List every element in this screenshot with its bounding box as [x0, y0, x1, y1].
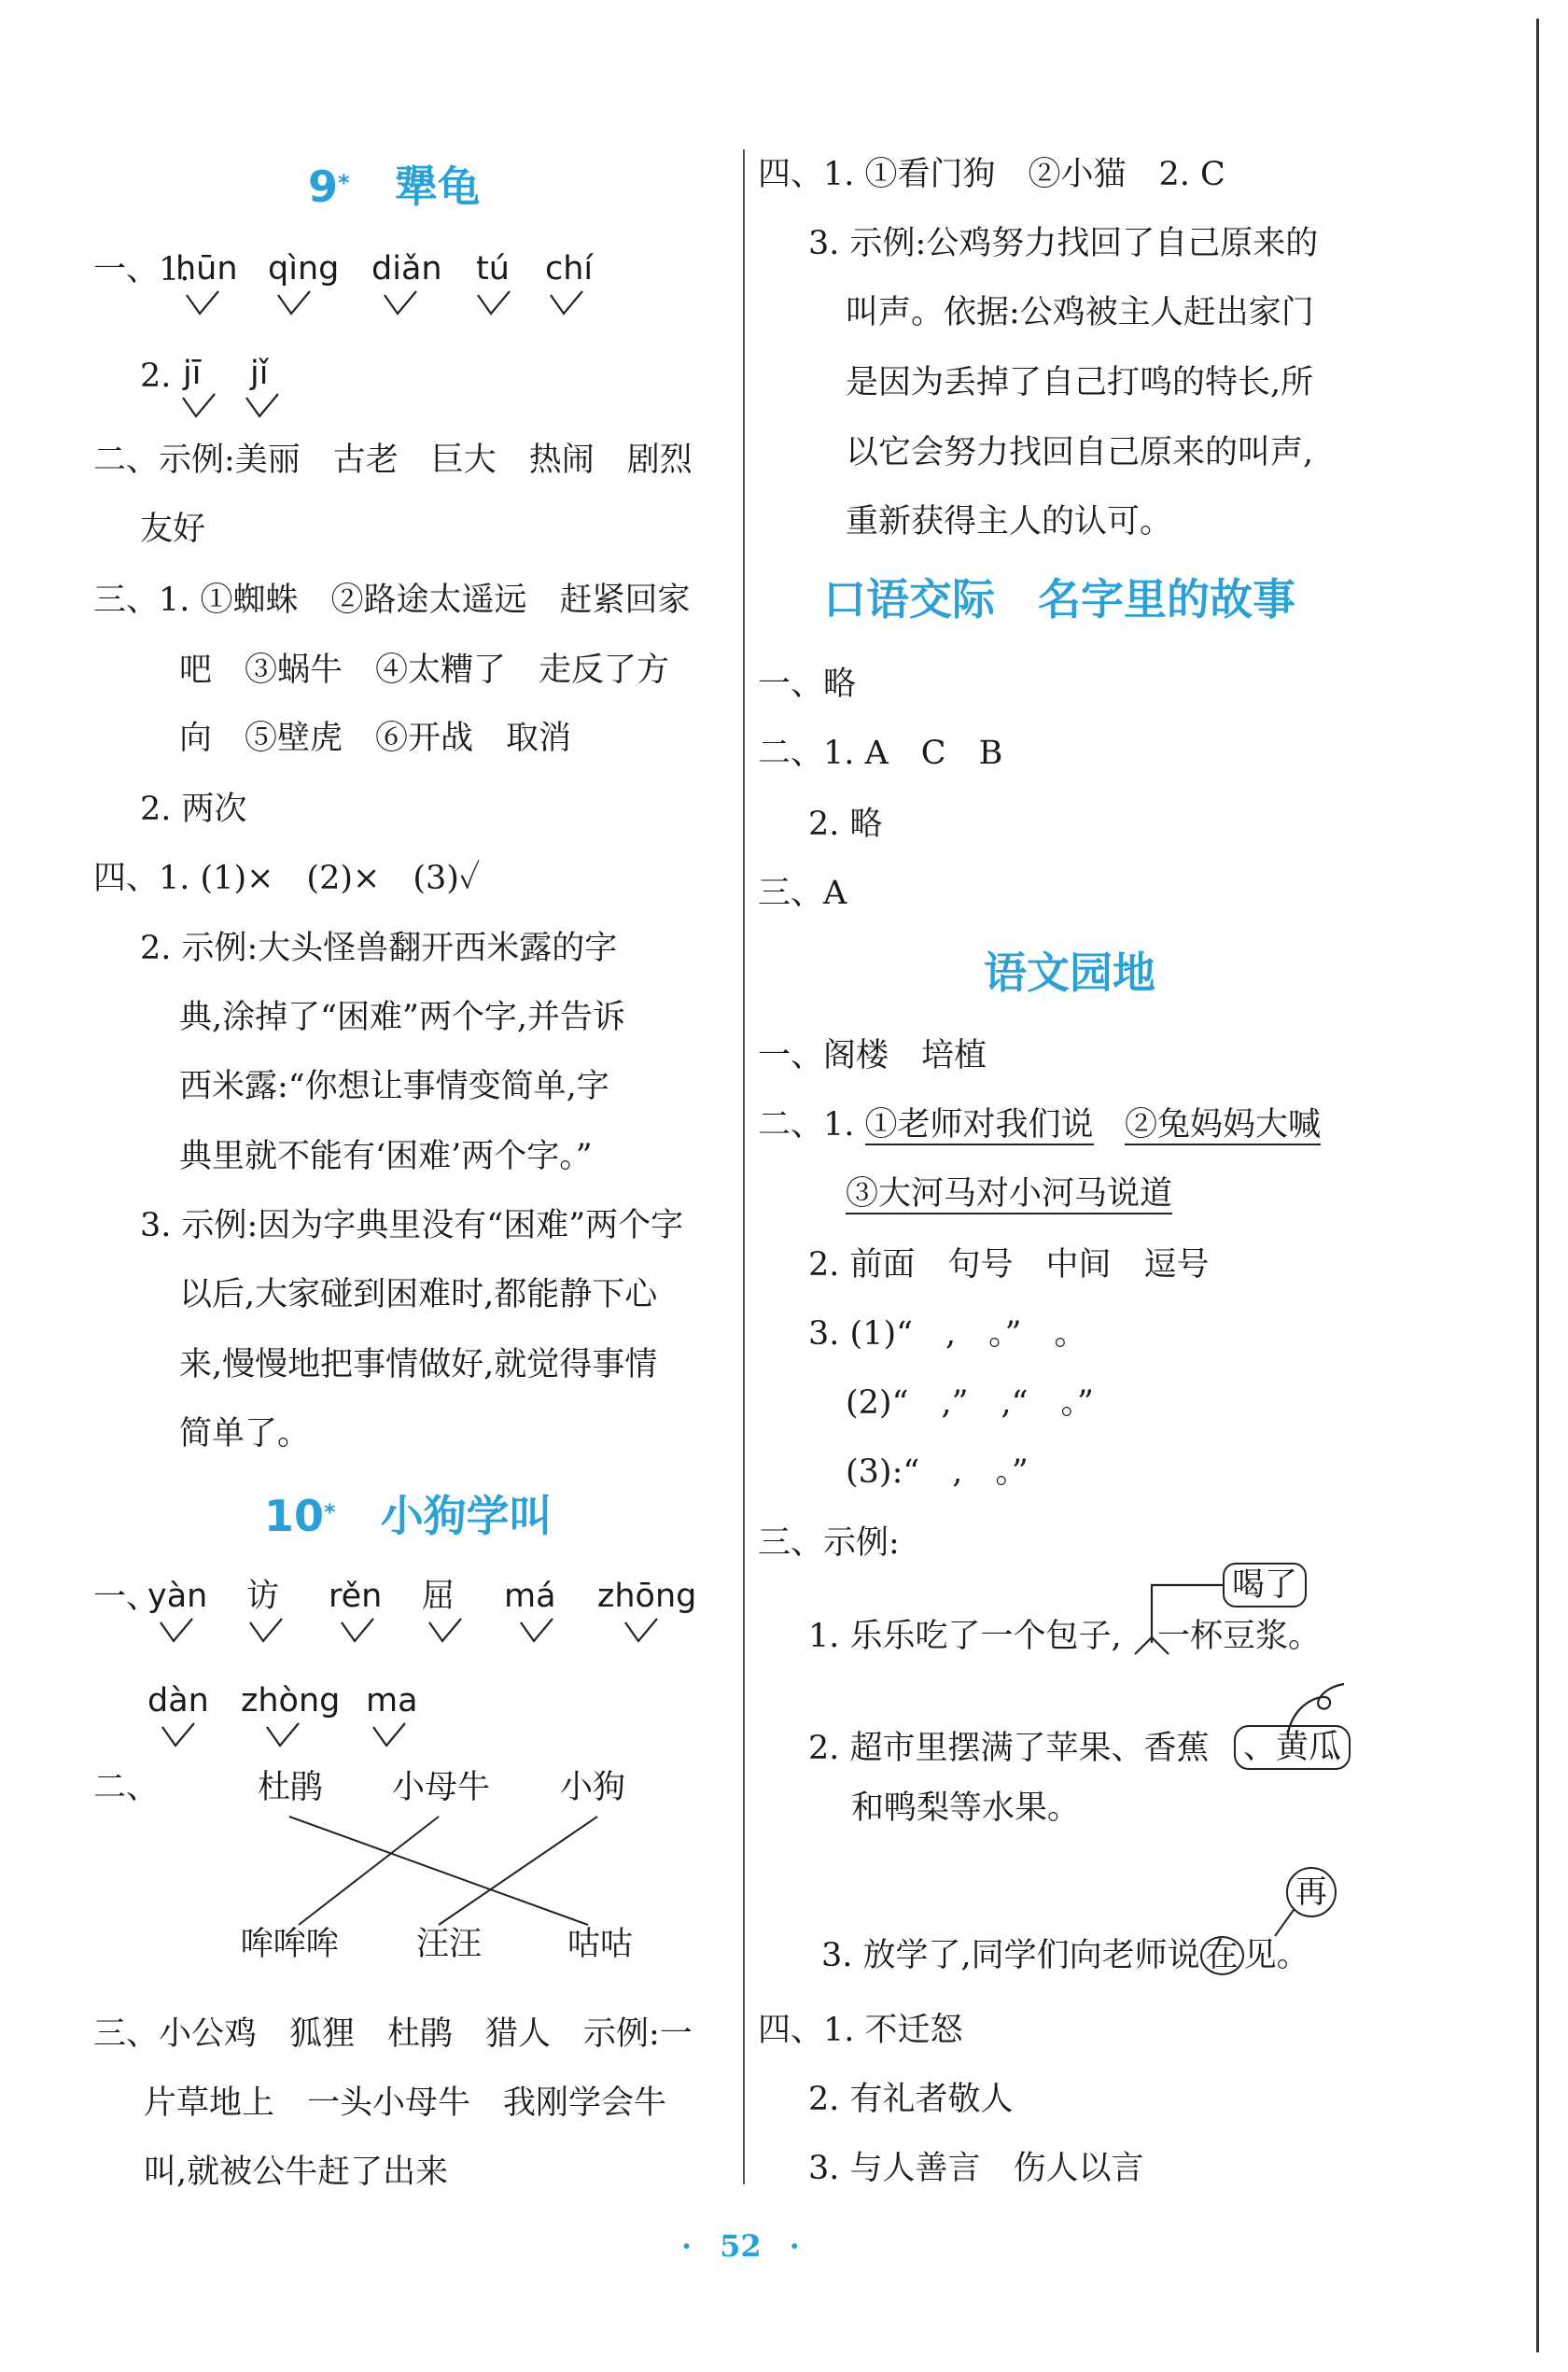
- r-q4-line1: 四、1. ①看门狗 ②小猫 2. C: [758, 156, 1225, 193]
- r-q4-line3: 叫声。依据:公鸡被主人赶出家门: [846, 294, 1314, 331]
- dot-left: ·: [681, 2228, 693, 2264]
- s10-q3-line2: 片草地上 一头小母牛 我刚学会牛: [144, 2084, 667, 2122]
- e1-text1: 1. 乐乐吃了一个包子,: [808, 1618, 1122, 1655]
- pinyin-ma-light: ma: [366, 1682, 418, 1719]
- pinyin-ji3: jǐ: [250, 355, 269, 392]
- s10-q2-prefix: 二、: [93, 1769, 160, 1806]
- s9-q4-line4: 西米露:“你想让事情变简单,字: [179, 1068, 609, 1105]
- garden-q2-3-p3: (3):“ , 。”: [846, 1453, 1029, 1491]
- lesson-9-title: 9* 犟龟: [308, 161, 481, 212]
- s9-q4-line8: 来,慢慢地把事情做好,就觉得事情: [179, 1346, 658, 1383]
- lesson-10-title: 10* 小狗学叫: [264, 1491, 553, 1541]
- checkmarks-row-4: [149, 1719, 429, 1753]
- s9-q3-line3: 向 ⑤壁虎 ⑥开战 取消: [179, 720, 572, 757]
- insert-connector-3: [1269, 1908, 1297, 1940]
- match-bottom-3: 咕咕: [567, 1926, 634, 1963]
- r-q4-line5: 以它会努力找回自己原来的叫声,: [846, 434, 1314, 471]
- match-top-1: 杜鹃: [258, 1769, 324, 1806]
- garden-q2-3-p2: (2)“ ,” ,“ 。”: [846, 1384, 1094, 1422]
- pinyin-dan: dàn: [147, 1682, 209, 1719]
- e3-line: [821, 1936, 1309, 1975]
- pinyin-zhong: zhōng: [597, 1578, 697, 1615]
- garden-q3-prefix: 三、示例:: [758, 1524, 900, 1562]
- garden-q4-line1: 四、1. 不迁怒: [758, 2012, 963, 2049]
- r-q4-line2: 3. 示例:公鸡努力找回了自己原来的: [808, 225, 1319, 262]
- underlined-b: ②兔妈妈大喊: [1124, 1106, 1321, 1144]
- oral-line4: 三、A: [758, 875, 847, 912]
- s9-q1-1-prefix: 一、1.: [93, 251, 190, 288]
- s9-q4-line1: 四、1. (1)× (2)× (3)✓: [93, 860, 481, 897]
- checkmarks-row-3: [149, 1615, 672, 1649]
- e1-text2: 一杯豆浆。: [1157, 1618, 1322, 1655]
- checkmarks-row-1: [177, 288, 588, 321]
- underlined-a: ①老师对我们说: [864, 1106, 1094, 1144]
- match-top-2: 小母牛: [392, 1769, 491, 1806]
- page-edge-line: [1536, 19, 1539, 2352]
- chinese-garden-title: 语文园地: [984, 947, 1155, 998]
- circled-zai: 在: [1200, 1936, 1244, 1975]
- char-fang: 访: [246, 1578, 280, 1615]
- s10-q3-line3: 叫,就被公牛赶了出来: [144, 2154, 449, 2191]
- s9-q2-line1: 二、示例:美丽 古老 巨大 热闹 剧烈: [93, 442, 693, 479]
- garden-q2-3-p1: 3. (1)“ , 。” 。: [808, 1315, 1087, 1353]
- s9-q3-line2: 吧 ③蜗牛 ④太糟了 走反了方: [179, 652, 670, 689]
- s9-q2-line2: 友好: [140, 511, 206, 548]
- s9-q4-line7: 以后,大家碰到困难时,都能静下心: [179, 1276, 658, 1313]
- pinyin-ji1: jī: [183, 355, 202, 392]
- s9-q3-line1: 三、1. ①蜘蛛 ②路途太遥远 赶紧回家: [93, 582, 691, 619]
- pinyin-ren: rěn: [329, 1578, 383, 1615]
- matching-lines: [233, 1811, 653, 1932]
- pinyin-4: tú: [476, 250, 510, 288]
- circled-insert-zai: 再: [1286, 1867, 1337, 1917]
- pinyin-zhong4: zhòng: [241, 1682, 341, 1719]
- oral-line1: 一、略: [758, 666, 857, 703]
- match-bottom-1: 哞哞哞: [241, 1926, 340, 1963]
- column-divider: [743, 149, 745, 2184]
- boxed-huanggua: 、黄瓜: [1234, 1725, 1351, 1770]
- char-qu: 屈: [422, 1578, 455, 1615]
- match-bottom-2: 汪汪: [416, 1926, 483, 1963]
- garden-q4-line3: 3. 与人善言 伤人以言: [808, 2150, 1144, 2187]
- s10-q1-prefix: 一、: [93, 1579, 160, 1616]
- s9-q4-line9: 简单了。: [179, 1415, 311, 1453]
- garden-q2-2: 2. 前面 句号 中间 逗号: [808, 1246, 1210, 1284]
- page-number: [681, 2227, 800, 2265]
- s9-q4-line6: 3. 示例:因为字典里没有“困难”两个字: [140, 1207, 684, 1244]
- page-number-value: 52: [720, 2228, 762, 2264]
- r-q4-line4: 是因为丢掉了自己打鸣的特长,所: [846, 364, 1314, 401]
- s9-q4-line5: 典里就不能有‘困难’两个字。”: [179, 1138, 593, 1175]
- s9-q3-line4: 2. 两次: [140, 791, 247, 828]
- garden-q2-prefix: 二、1.: [758, 1106, 855, 1144]
- oral-line3: 2. 略: [808, 806, 883, 843]
- pinyin-1: hūn: [175, 250, 238, 288]
- pinyin-yan: yàn: [147, 1578, 208, 1615]
- pinyin-ma: má: [504, 1578, 556, 1615]
- checkmarks-row-2: [177, 390, 289, 424]
- s9-q1-2-prefix: 2.: [140, 358, 172, 395]
- pinyin-3: diǎn: [371, 250, 442, 288]
- garden-q4-line2: 2. 有礼者敬人: [808, 2081, 1014, 2118]
- insert-box-heliao: 喝了: [1223, 1563, 1307, 1607]
- s9-q4-line2: 2. 示例:大头怪兽翻开西米露的字: [140, 930, 618, 967]
- e2-text1: 2. 超市里摆满了苹果、香蕉: [808, 1730, 1210, 1767]
- e3-text2: 见。: [1243, 1937, 1309, 1974]
- garden-q2-1-line1: [758, 1105, 1321, 1144]
- s10-q3-line1: 三、小公鸡 狐狸 杜鹃 猎人 示例:一: [93, 2015, 693, 2053]
- dot-right: ·: [789, 2228, 800, 2264]
- oral-communication-title: 口语交际 名字里的故事: [823, 574, 1295, 625]
- e3-text1: 3. 放学了,同学们向老师说: [821, 1937, 1200, 1974]
- pinyin-2: qìng: [268, 250, 340, 288]
- s9-q4-line3: 典,涂掉了“困难”两个字,并告诉: [179, 999, 626, 1036]
- match-top-3: 小狗: [560, 1769, 626, 1806]
- garden-q1: 一、阁楼 培植: [758, 1037, 987, 1074]
- r-q4-line6: 重新获得主人的认可。: [846, 503, 1173, 540]
- pinyin-5: chí: [545, 250, 594, 288]
- e2-line2: 和鸭梨等水果。: [851, 1790, 1081, 1827]
- oral-line2: 二、1. A C B: [758, 735, 1003, 772]
- garden-q2-1-line2: [846, 1174, 1172, 1214]
- underlined-c: ③大河马对小河马说道: [846, 1175, 1173, 1213]
